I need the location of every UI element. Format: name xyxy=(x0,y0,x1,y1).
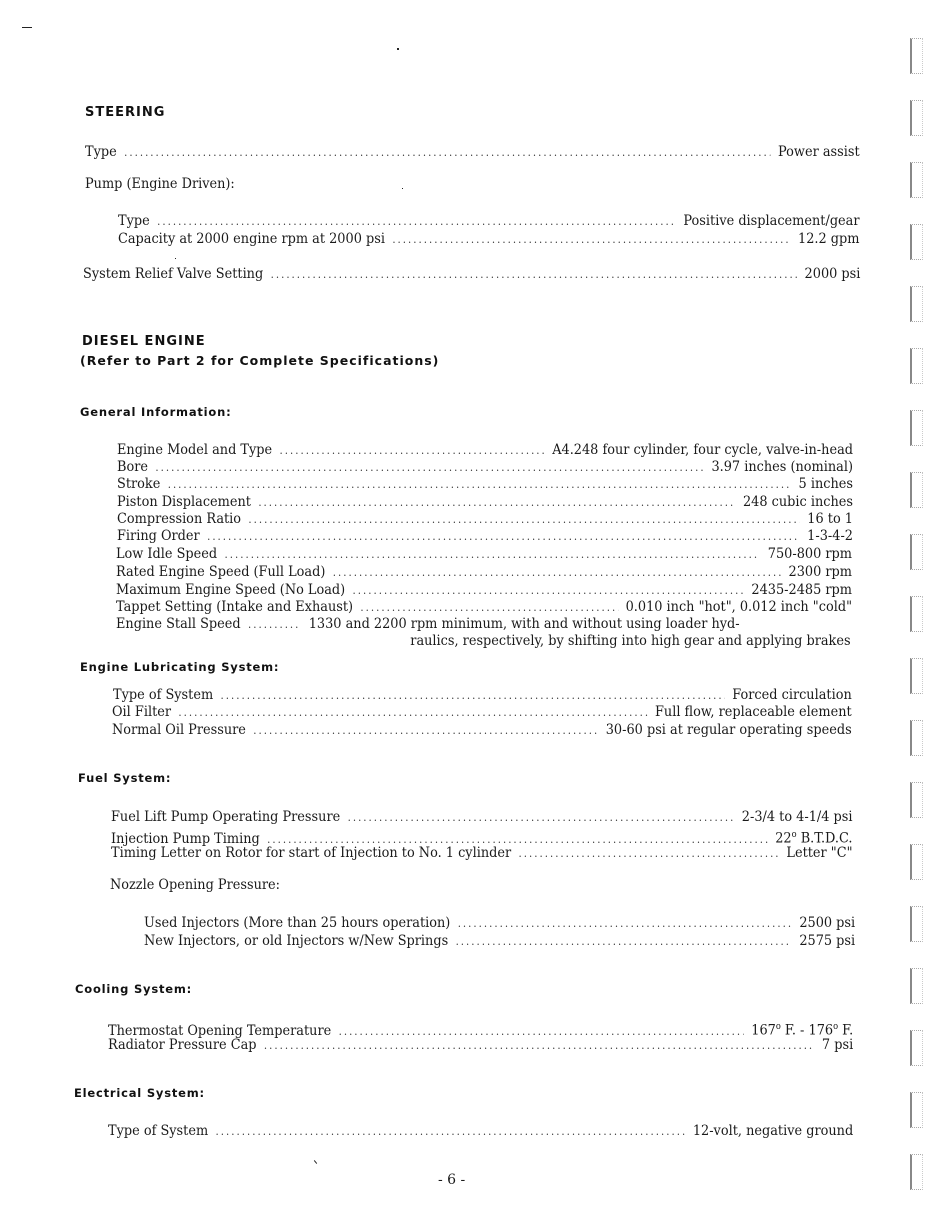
binder-hole-mark xyxy=(910,1092,923,1128)
spec-value: 248 cubic inches xyxy=(742,494,853,510)
leader-dots xyxy=(519,845,780,863)
spec-value: 30-60 psi at regular operating speeds xyxy=(605,722,852,738)
spec-label: Capacity at 2000 engine rpm at 2000 psi xyxy=(118,231,385,247)
section-title-diesel-engine: DIESEL ENGINE xyxy=(82,334,206,349)
spec-label: Type xyxy=(85,144,117,160)
binder-hole-mark xyxy=(910,348,923,384)
scan-artifact xyxy=(175,258,176,259)
spec-row xyxy=(111,826,853,847)
spec-label: Engine Model and Type xyxy=(117,442,273,458)
leader-dots xyxy=(333,564,781,582)
binder-hole-mark xyxy=(910,596,923,632)
binder-hole-mark xyxy=(910,1030,923,1066)
value-unit: F. xyxy=(838,1022,854,1039)
binder-hole-mark xyxy=(910,100,923,136)
spec-row xyxy=(116,581,852,599)
subsection-title-cooling-system: Cooling System: xyxy=(75,982,193,996)
leader-dots xyxy=(392,231,790,249)
spec-value: 16 to 1 xyxy=(807,511,853,527)
leader-dots xyxy=(348,809,735,827)
degree-symbol: o xyxy=(833,1022,839,1032)
spec-row xyxy=(112,703,852,721)
spec-row xyxy=(85,143,860,161)
binder-hole-mark xyxy=(910,286,923,322)
spec-label: Firing Order xyxy=(117,528,200,544)
leader-dots xyxy=(264,1037,815,1055)
binder-hole-mark xyxy=(910,844,923,880)
scan-artifact xyxy=(397,48,399,50)
value-number: 22 xyxy=(775,830,792,847)
spec-value: 1330 and 2200 rpm minimum, with and without using loader hyd- xyxy=(308,616,740,632)
binder-hole-mark xyxy=(910,782,923,818)
spec-row xyxy=(116,615,852,633)
leader-dots xyxy=(207,528,800,546)
spec-row xyxy=(117,510,853,528)
spec-value: 7 psi xyxy=(821,1037,854,1053)
spec-value: 2300 rpm xyxy=(788,564,852,580)
subgroup-title: Pump (Engine Driven): xyxy=(85,176,235,192)
leader-dots xyxy=(253,722,598,740)
spec-label: Injection Pump Timing xyxy=(111,830,260,847)
leader-dots xyxy=(456,933,792,951)
spec-label: Bore xyxy=(117,459,149,475)
spec-label: Type xyxy=(118,213,150,229)
spec-label: System Relief Valve Setting xyxy=(83,266,264,282)
spec-row xyxy=(144,932,855,950)
spec-row xyxy=(111,844,853,862)
spec-label: Rated Engine Speed (Full Load) xyxy=(116,564,326,580)
spec-label: Stroke xyxy=(117,476,161,492)
spec-value: Power assist xyxy=(778,144,860,160)
spec-label: Type of System xyxy=(108,1123,209,1139)
spec-value: 2000 psi xyxy=(804,266,861,282)
leader-dots xyxy=(157,213,676,231)
spec-label: Normal Oil Pressure xyxy=(112,722,246,738)
binder-hole-mark xyxy=(910,1154,923,1190)
spec-row xyxy=(117,493,853,511)
binder-hole-mark xyxy=(910,658,923,694)
spec-row xyxy=(117,475,853,493)
spec-value: 2-3/4 to 4-1/4 psi xyxy=(741,809,853,825)
spec-row xyxy=(116,545,852,563)
binder-hole-mark xyxy=(910,410,923,446)
scan-artifact xyxy=(402,188,403,189)
subsection-title-engine-lubricating-system: Engine Lubricating System: xyxy=(80,660,280,674)
spec-label: Type of System xyxy=(113,687,214,703)
scan-artifact xyxy=(22,27,32,28)
value-unit: B.T.D.C. xyxy=(796,830,853,847)
spec-row xyxy=(118,230,860,248)
subsection-title-electrical-system: Electrical System: xyxy=(74,1086,205,1100)
binder-hole-mark xyxy=(910,968,923,1004)
spec-row xyxy=(108,1018,854,1039)
spec-row xyxy=(117,458,853,476)
scan-artifact xyxy=(314,1160,317,1164)
leader-dots xyxy=(124,144,771,162)
spec-label: New Injectors, or old Injectors w/New Springs xyxy=(144,933,449,949)
spec-value: 12.2 gpm xyxy=(798,231,860,247)
leader-dots xyxy=(271,266,798,284)
spec-value: Full flow, replaceable element xyxy=(654,704,852,720)
leader-dots xyxy=(225,546,761,564)
spec-value: Positive displacement/gear xyxy=(683,213,860,229)
spec-value: Forced circulation xyxy=(732,687,852,703)
binder-hole-mark xyxy=(910,906,923,942)
spec-label: Compression Ratio xyxy=(117,511,242,527)
spec-label: Low Idle Speed xyxy=(116,546,218,562)
subsection-title-fuel-system: Fuel System: xyxy=(78,771,172,785)
leader-dots xyxy=(178,704,647,722)
spec-label: Oil Filter xyxy=(112,704,172,720)
degree-symbol: o xyxy=(775,1022,781,1032)
spec-value: Letter "C" xyxy=(786,845,853,861)
spec-value: 2500 psi xyxy=(799,915,856,931)
leader-dots xyxy=(248,616,301,634)
spec-value: A4.248 four cylinder, four cycle, valve-in-head xyxy=(552,442,853,458)
value-number: F. - 176 xyxy=(780,1022,834,1039)
spec-row xyxy=(117,441,853,459)
spec-row xyxy=(108,1036,853,1054)
binder-hole-mark xyxy=(910,224,923,260)
binder-hole-mark xyxy=(910,720,923,756)
section-title-steering: STEERING xyxy=(85,105,166,120)
spec-label: Thermostat Opening Temperature xyxy=(108,1022,332,1039)
page-number: - 6 - xyxy=(438,1172,466,1188)
subsection-title-general-information: General Information: xyxy=(80,405,232,419)
binder-hole-mark xyxy=(910,162,923,198)
spec-row xyxy=(116,563,852,581)
degree-symbol: o xyxy=(791,830,797,840)
spec-value: 3.97 inches (nominal) xyxy=(711,459,853,475)
binder-hole-mark xyxy=(910,38,923,74)
spec-label: Engine Stall Speed xyxy=(116,616,241,632)
spec-row xyxy=(112,721,852,739)
spec-row xyxy=(144,914,855,932)
spec-label: Used Injectors (More than 25 hours operation) xyxy=(144,915,451,931)
leader-dots xyxy=(168,476,791,494)
binder-hole-mark xyxy=(910,472,923,508)
spec-value-continuation: raulics, respectively, by shifting into high gear and applying brakes xyxy=(410,633,851,649)
value-number: 167 xyxy=(751,1022,776,1039)
spec-value: 5 inches xyxy=(798,476,853,492)
spec-label: Tappet Setting (Intake and Exhaust) xyxy=(116,599,354,615)
spec-value: 0.010 inch "hot", 0.012 inch "cold" xyxy=(625,599,852,615)
binder-hole-mark xyxy=(910,534,923,570)
spec-label: Timing Letter on Rotor for start of Injection to No. 1 cylinder xyxy=(111,845,512,861)
leader-dots xyxy=(458,915,792,933)
spec-label: Radiator Pressure Cap xyxy=(108,1037,257,1053)
leader-dots xyxy=(216,1123,686,1141)
spec-row xyxy=(118,212,860,230)
spec-value: 2575 psi xyxy=(799,933,856,949)
section-subtitle: (Refer to Part 2 for Complete Specifications) xyxy=(80,353,440,368)
spec-row xyxy=(111,808,853,826)
spec-label: Fuel Lift Pump Operating Pressure xyxy=(111,809,341,825)
spec-row xyxy=(83,265,860,283)
subgroup-title: Nozzle Opening Pressure: xyxy=(110,877,280,893)
spec-label: Piston Displacement xyxy=(117,494,251,510)
spec-row xyxy=(113,686,852,704)
spec-row xyxy=(116,598,852,616)
spec-value: 2435-2485 rpm xyxy=(751,582,852,598)
spec-label: Maximum Engine Speed (No Load) xyxy=(116,582,346,598)
spec-value: 12-volt, negative ground xyxy=(692,1123,854,1139)
spec-row xyxy=(117,527,853,545)
spec-value: 750-800 rpm xyxy=(767,546,852,562)
spec-value: 1-3-4-2 xyxy=(807,528,853,544)
spec-row xyxy=(108,1122,853,1140)
